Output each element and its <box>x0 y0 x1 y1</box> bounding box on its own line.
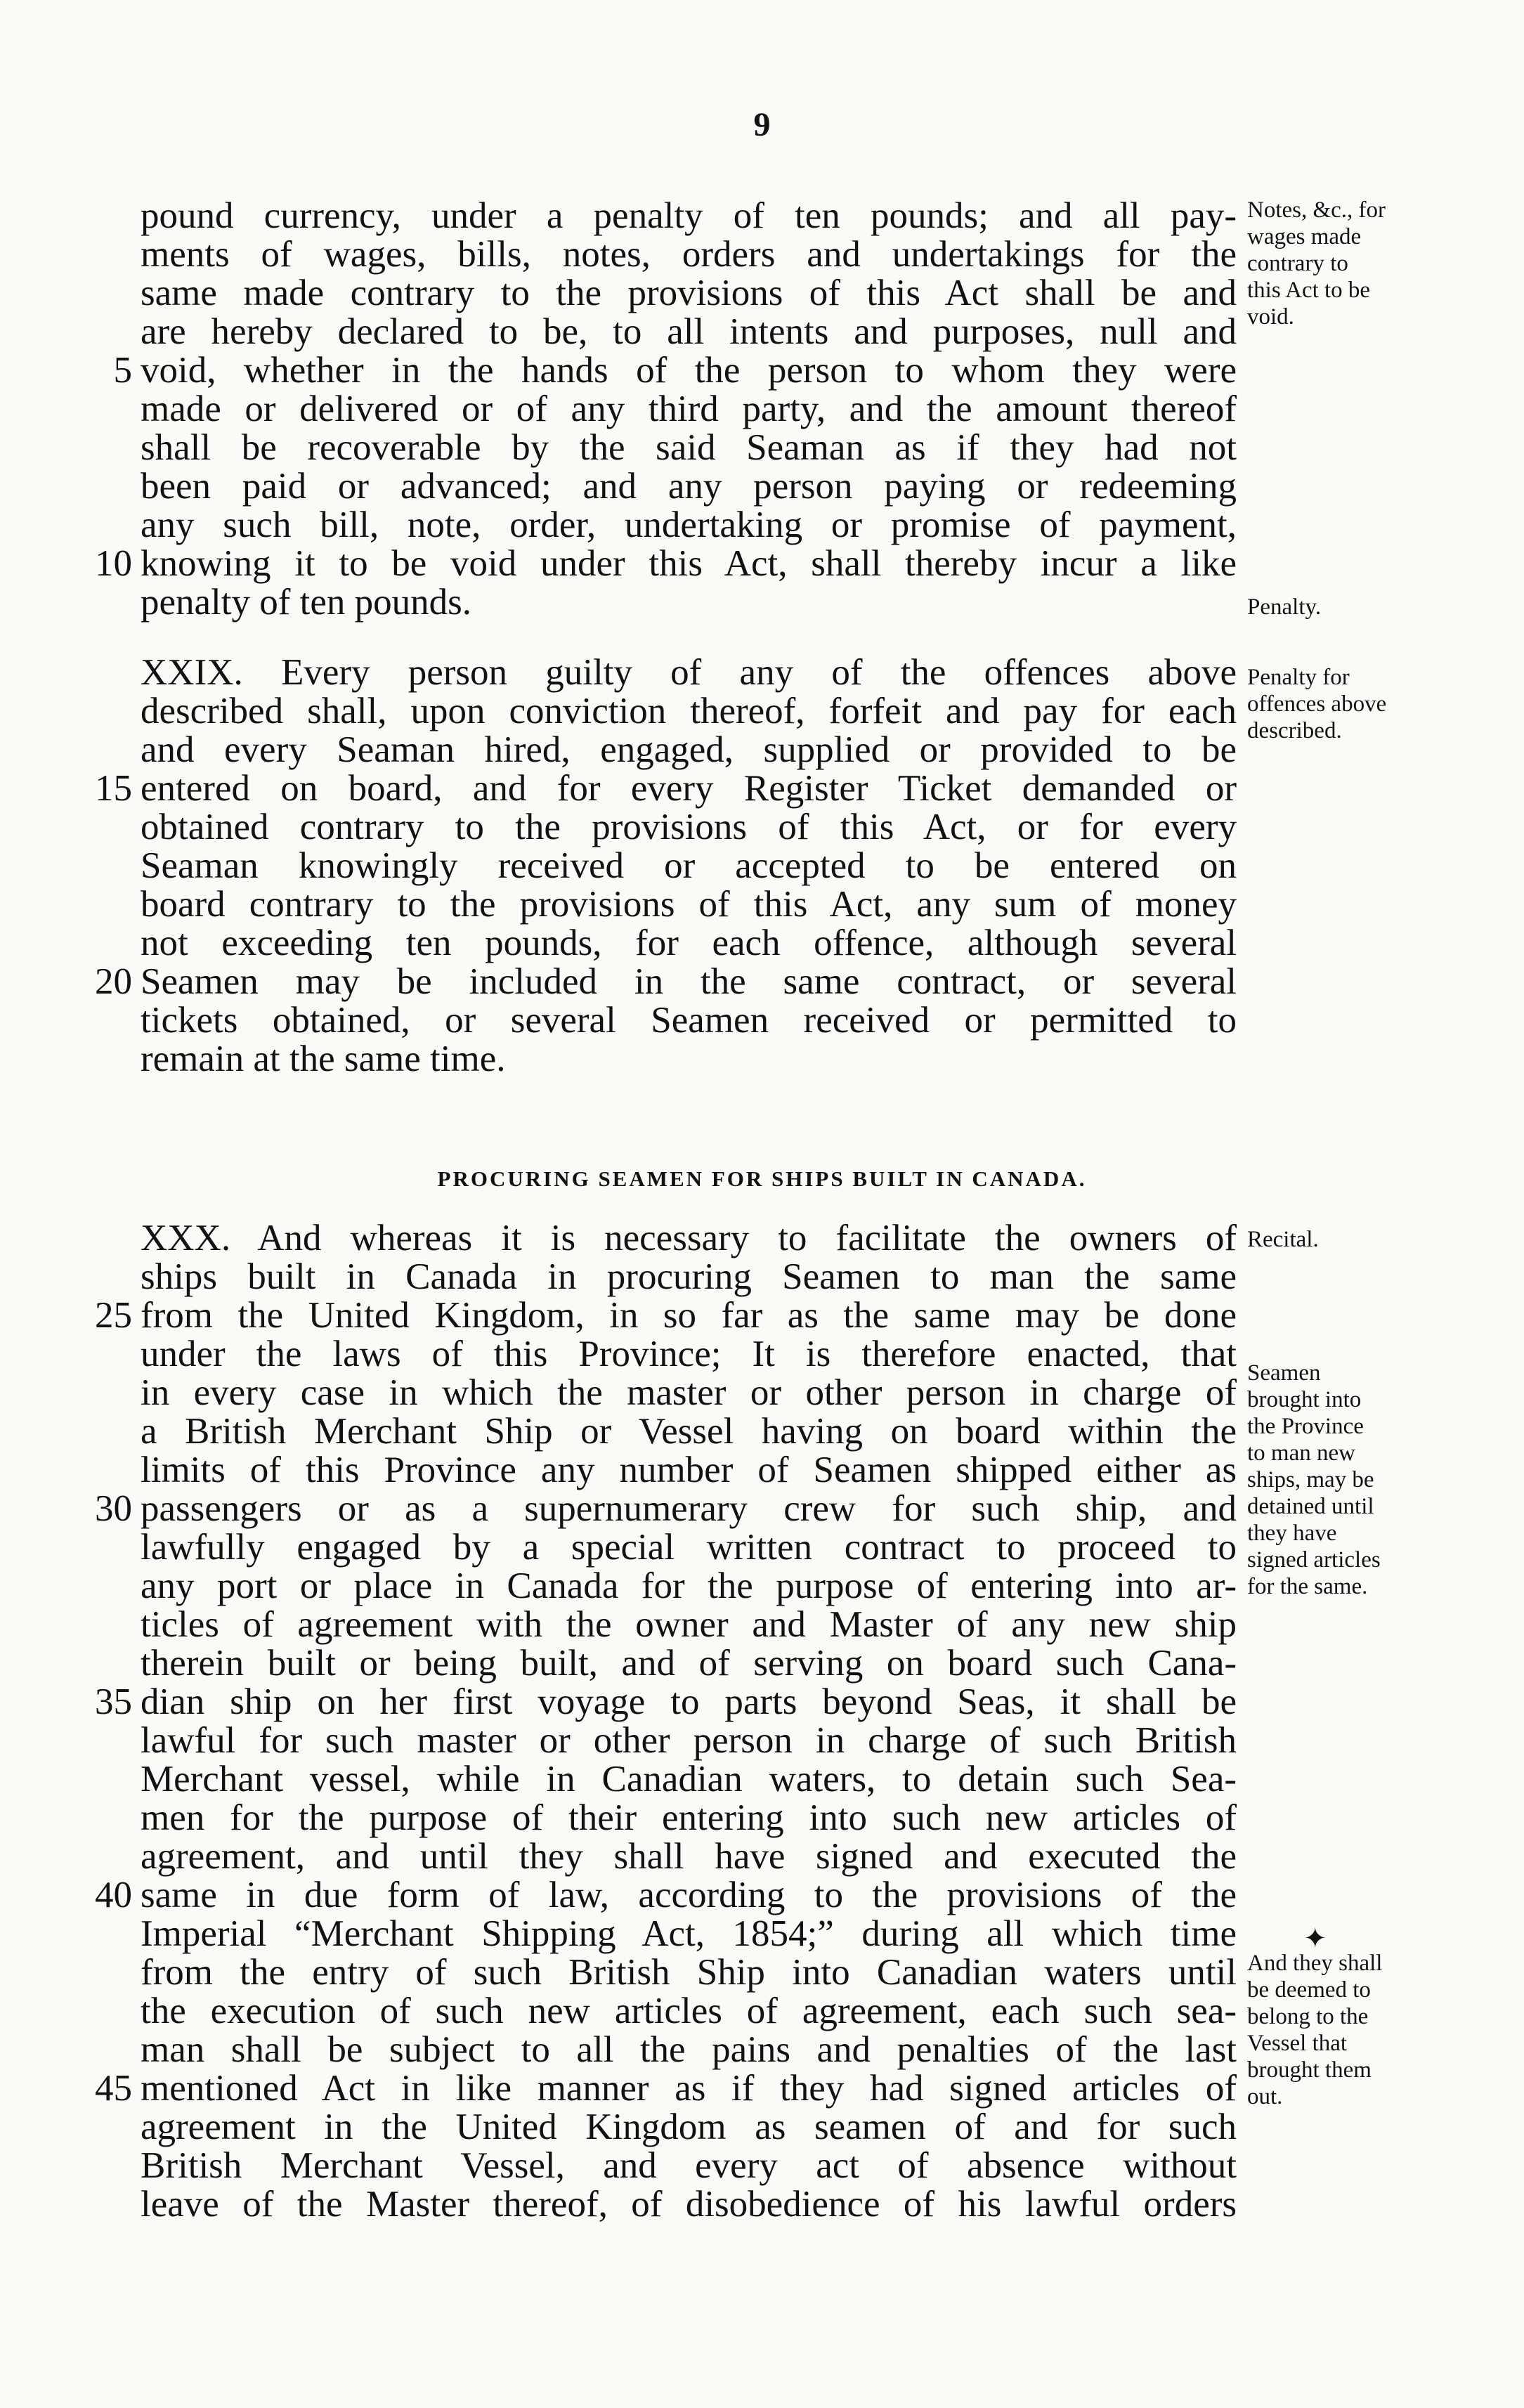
margin-note-line: brought into <box>1247 1387 1362 1412</box>
text-line: penalty of ten pounds. <box>141 582 472 623</box>
text-line: Merchant vessel, while in Canadian waters, to detain such Sea- <box>141 1759 1237 1800</box>
margin-note-line: this Act to be <box>1247 278 1371 303</box>
text-line: been paid or advanced; and any person paying or redeeming <box>141 466 1237 507</box>
margin-note-line: wages made <box>1247 224 1362 249</box>
text-line: void, whether in the hands of the person to whom they were <box>141 350 1237 391</box>
text-line: board contrary to the provisions of this Act, any sum of money <box>141 884 1237 925</box>
margin-note-line: out. <box>1247 2084 1283 2109</box>
text-line: ticles of agreement with the owner and Master of any new ship <box>141 1604 1237 1645</box>
margin-note-line: Penalty for <box>1247 665 1350 690</box>
text-line: agreement in the United Kingdom as seamen of and for such <box>141 2107 1237 2147</box>
text-line: in every case in which the master or other person in charge of <box>141 1372 1237 1413</box>
line-number: 40 <box>95 1875 132 1915</box>
margin-note-line: be deemed to <box>1247 1977 1371 2003</box>
margin-note-line: described. <box>1247 718 1342 743</box>
text-line: any such bill, note, order, undertaking or promise of payment, <box>141 505 1237 545</box>
text-line: British Merchant Vessel, and every act of absence without <box>141 2145 1237 2186</box>
margin-note-line: Vessel that <box>1247 2031 1348 2056</box>
line-number: 25 <box>95 1295 132 1336</box>
margin-note-line: offences above <box>1247 691 1387 717</box>
text-line: remain at the same time. <box>141 1039 506 1079</box>
margin-note-line: to man new <box>1247 1440 1355 1466</box>
text-line: made or delivered or of any third party, and the amount thereof <box>141 389 1237 429</box>
text-line: and every Seaman hired, engaged, supplied or provided to be <box>141 729 1237 770</box>
text-line: shall be recoverable by the said Seaman as if they had not <box>141 427 1237 468</box>
text-line: limits of this Province any number of Seamen shipped either as <box>141 1450 1237 1490</box>
text-line: obtained contrary to the provisions of this Act, or for every <box>141 807 1237 847</box>
line-number: 5 <box>113 350 132 391</box>
line-number: 15 <box>95 768 132 809</box>
line-number: 45 <box>95 2068 132 2109</box>
margin-note <box>1247 1226 1514 1253</box>
line-number: 20 <box>95 961 132 1002</box>
text-line: XXX. And whereas it is necessary to facilitate the owners of <box>141 1218 1237 1258</box>
text-line: lawfully engaged by a special written contract to proceed to <box>141 1527 1237 1568</box>
text-line: under the laws of this Province; It is therefore enacted, that <box>141 1334 1237 1374</box>
text-line: XXIX. Every person guilty of any of the offences above <box>141 652 1237 693</box>
margin-note-line: they have <box>1247 1521 1337 1546</box>
text-line: Seaman knowingly received or accepted to be entered on <box>141 845 1237 886</box>
margin-note <box>1247 594 1514 620</box>
text-line: ships built in Canada in procuring Seamen to man the same <box>141 1256 1237 1297</box>
margin-note-line: void. <box>1247 304 1294 330</box>
text-line: pound currency, under a penalty of ten pounds; and all pay- <box>141 195 1237 236</box>
margin-note-line: Notes, &c., for <box>1247 197 1386 223</box>
text-line: are hereby declared to be, to all intents and purposes, null and <box>141 311 1237 352</box>
text-line: any port or place in Canada for the purpose of entering into ar- <box>141 1566 1237 1606</box>
text-line: man shall be subject to all the pains and penalties of the last <box>141 2029 1237 2070</box>
margin-note-line: detained until <box>1247 1494 1374 1519</box>
margin-note-line: Recital. <box>1247 1227 1319 1252</box>
text-line: a British Merchant Ship or Vessel having on board within the <box>141 1411 1237 1452</box>
text-line: men for the purpose of their entering into such new articles of <box>141 1797 1237 1838</box>
line-number: 10 <box>95 543 132 584</box>
text-line: not exceeding ten pounds, for each offence, although several <box>141 923 1237 963</box>
text-line: the execution of such new articles of agreement, each such sea- <box>141 1991 1237 2031</box>
section-heading: PROCURING SEAMEN FOR SHIPS BUILT IN CANADA. <box>437 1166 1087 1191</box>
text-line: same in due form of law, according to the provisions of the <box>141 1875 1237 1915</box>
text-line: dian ship on her first voyage to parts beyond Seas, it shall be <box>141 1681 1237 1722</box>
margin-note-line: for the same. <box>1247 1574 1368 1599</box>
margin-note <box>1247 197 1514 330</box>
text-line: mentioned Act in like manner as if they had signed articles of <box>141 2068 1237 2109</box>
margin-note <box>1247 1360 1514 1600</box>
margin-note <box>1247 664 1514 744</box>
text-line: knowing it to be void under this Act, shall thereby incur a like <box>141 543 1237 584</box>
text-line: ments of wages, bills, notes, orders and undertakings for the <box>141 234 1237 275</box>
text-line: tickets obtained, or several Seamen received or permitted to <box>141 1000 1237 1041</box>
text-line: Imperial “Merchant Shipping Act, 1854;” during all which time <box>141 1913 1237 1954</box>
margin-note <box>1247 1950 1514 2110</box>
margin-note-line: belong to the <box>1247 2004 1369 2029</box>
text-line: agreement, and until they shall have signed and executed the <box>141 1836 1237 1877</box>
ornament-mark: ✦ <box>1303 1922 1327 1954</box>
text-line: Seamen may be included in the same contract, or several <box>141 961 1237 1002</box>
margin-note-line: brought them <box>1247 2057 1372 2083</box>
margin-note-line: the Province <box>1247 1414 1364 1439</box>
text-line: same made contrary to the provisions of this Act shall be and <box>141 273 1237 313</box>
line-number: 35 <box>95 1681 132 1722</box>
text-line: from the United Kingdom, in so far as the same may be done <box>141 1295 1237 1336</box>
text-line: therein built or being built, and of serving on board such Cana- <box>141 1643 1237 1684</box>
line-number: 30 <box>95 1488 132 1529</box>
text-line: entered on board, and for every Register Ticket demanded or <box>141 768 1237 809</box>
margin-note-line: Seamen <box>1247 1360 1321 1386</box>
margin-note-line: signed articles <box>1247 1547 1381 1573</box>
margin-note-line: contrary to <box>1247 251 1348 276</box>
margin-note-line: And they shall <box>1247 1951 1383 1976</box>
margin-note-line: Penalty. <box>1247 594 1322 620</box>
text-line: described shall, upon conviction thereof, forfeit and pay for each <box>141 691 1237 731</box>
margin-note-line: ships, may be <box>1247 1467 1374 1492</box>
text-line: leave of the Master thereof, of disobedience of his lawful orders <box>141 2184 1237 2225</box>
text-line: passengers or as a supernumerary crew for such ship, and <box>141 1488 1237 1529</box>
text-line: from the entry of such British Ship into Canadian waters until <box>141 1952 1237 1993</box>
text-line: lawful for such master or other person in charge of such British <box>141 1720 1237 1761</box>
page-number: 9 <box>753 106 771 143</box>
